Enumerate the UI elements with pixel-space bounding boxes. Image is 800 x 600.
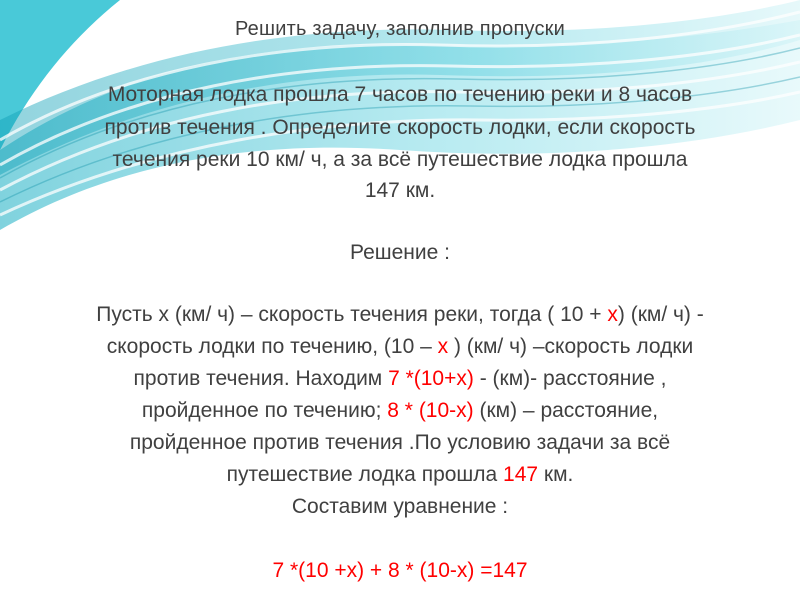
solution-line-4 <box>0 396 800 426</box>
solution-text: ) (км/ ч) –скорость лодки <box>448 335 694 358</box>
solution-line-7: Составим уравнение : <box>291 495 509 518</box>
solution-line-1 <box>0 300 800 330</box>
solution-text: против течения. Находим <box>133 367 389 390</box>
equation: 7 *(10 +х) + 8 * (10-х) =147 <box>272 559 528 582</box>
problem-line-3: течения реки 10 км/ ч, а за всё путешествие лодка прошла <box>112 148 688 171</box>
solution-text: пройденное по течению; <box>141 399 388 422</box>
solution-line-3 <box>0 364 800 394</box>
slide-title: Решить задачу, заполнив пропуски <box>235 18 565 40</box>
solution-text: км. <box>538 463 574 486</box>
highlight-x: х <box>607 303 618 326</box>
problem-line-1: Моторная лодка прошла 7 часов по течению реки и 8 часов <box>107 83 693 106</box>
solution-line-6 <box>0 460 800 490</box>
solution-heading: Решение : <box>350 241 450 264</box>
highlight-total-distance: 147 <box>503 463 539 486</box>
highlight-upstream-distance: 8 * (10-х) <box>387 399 474 422</box>
solution-line-5: пройденное против течения .По условию задачи за всё <box>129 431 671 454</box>
solution-text: путешествие лодка прошла <box>226 463 504 486</box>
problem-line-2: против течения . Определите скорость лодки, если скорость <box>104 116 696 139</box>
highlight-x: х <box>437 335 449 358</box>
solution-text: (км) – расстояние, <box>473 399 659 422</box>
solution-text: Пусть х (км/ ч) – скорость течения реки, тогда ( 10 + <box>96 303 608 326</box>
solution-text: - (км)- расстояние , <box>473 367 667 390</box>
solution-text: скорость лодки по течению, (10 – <box>106 335 438 358</box>
solution-line-2 <box>0 332 800 362</box>
highlight-downstream-distance: 7 *(10+х) <box>388 367 474 390</box>
solution-text: ) (км/ ч) - <box>617 303 704 326</box>
problem-line-4: 147 км. <box>364 179 436 202</box>
